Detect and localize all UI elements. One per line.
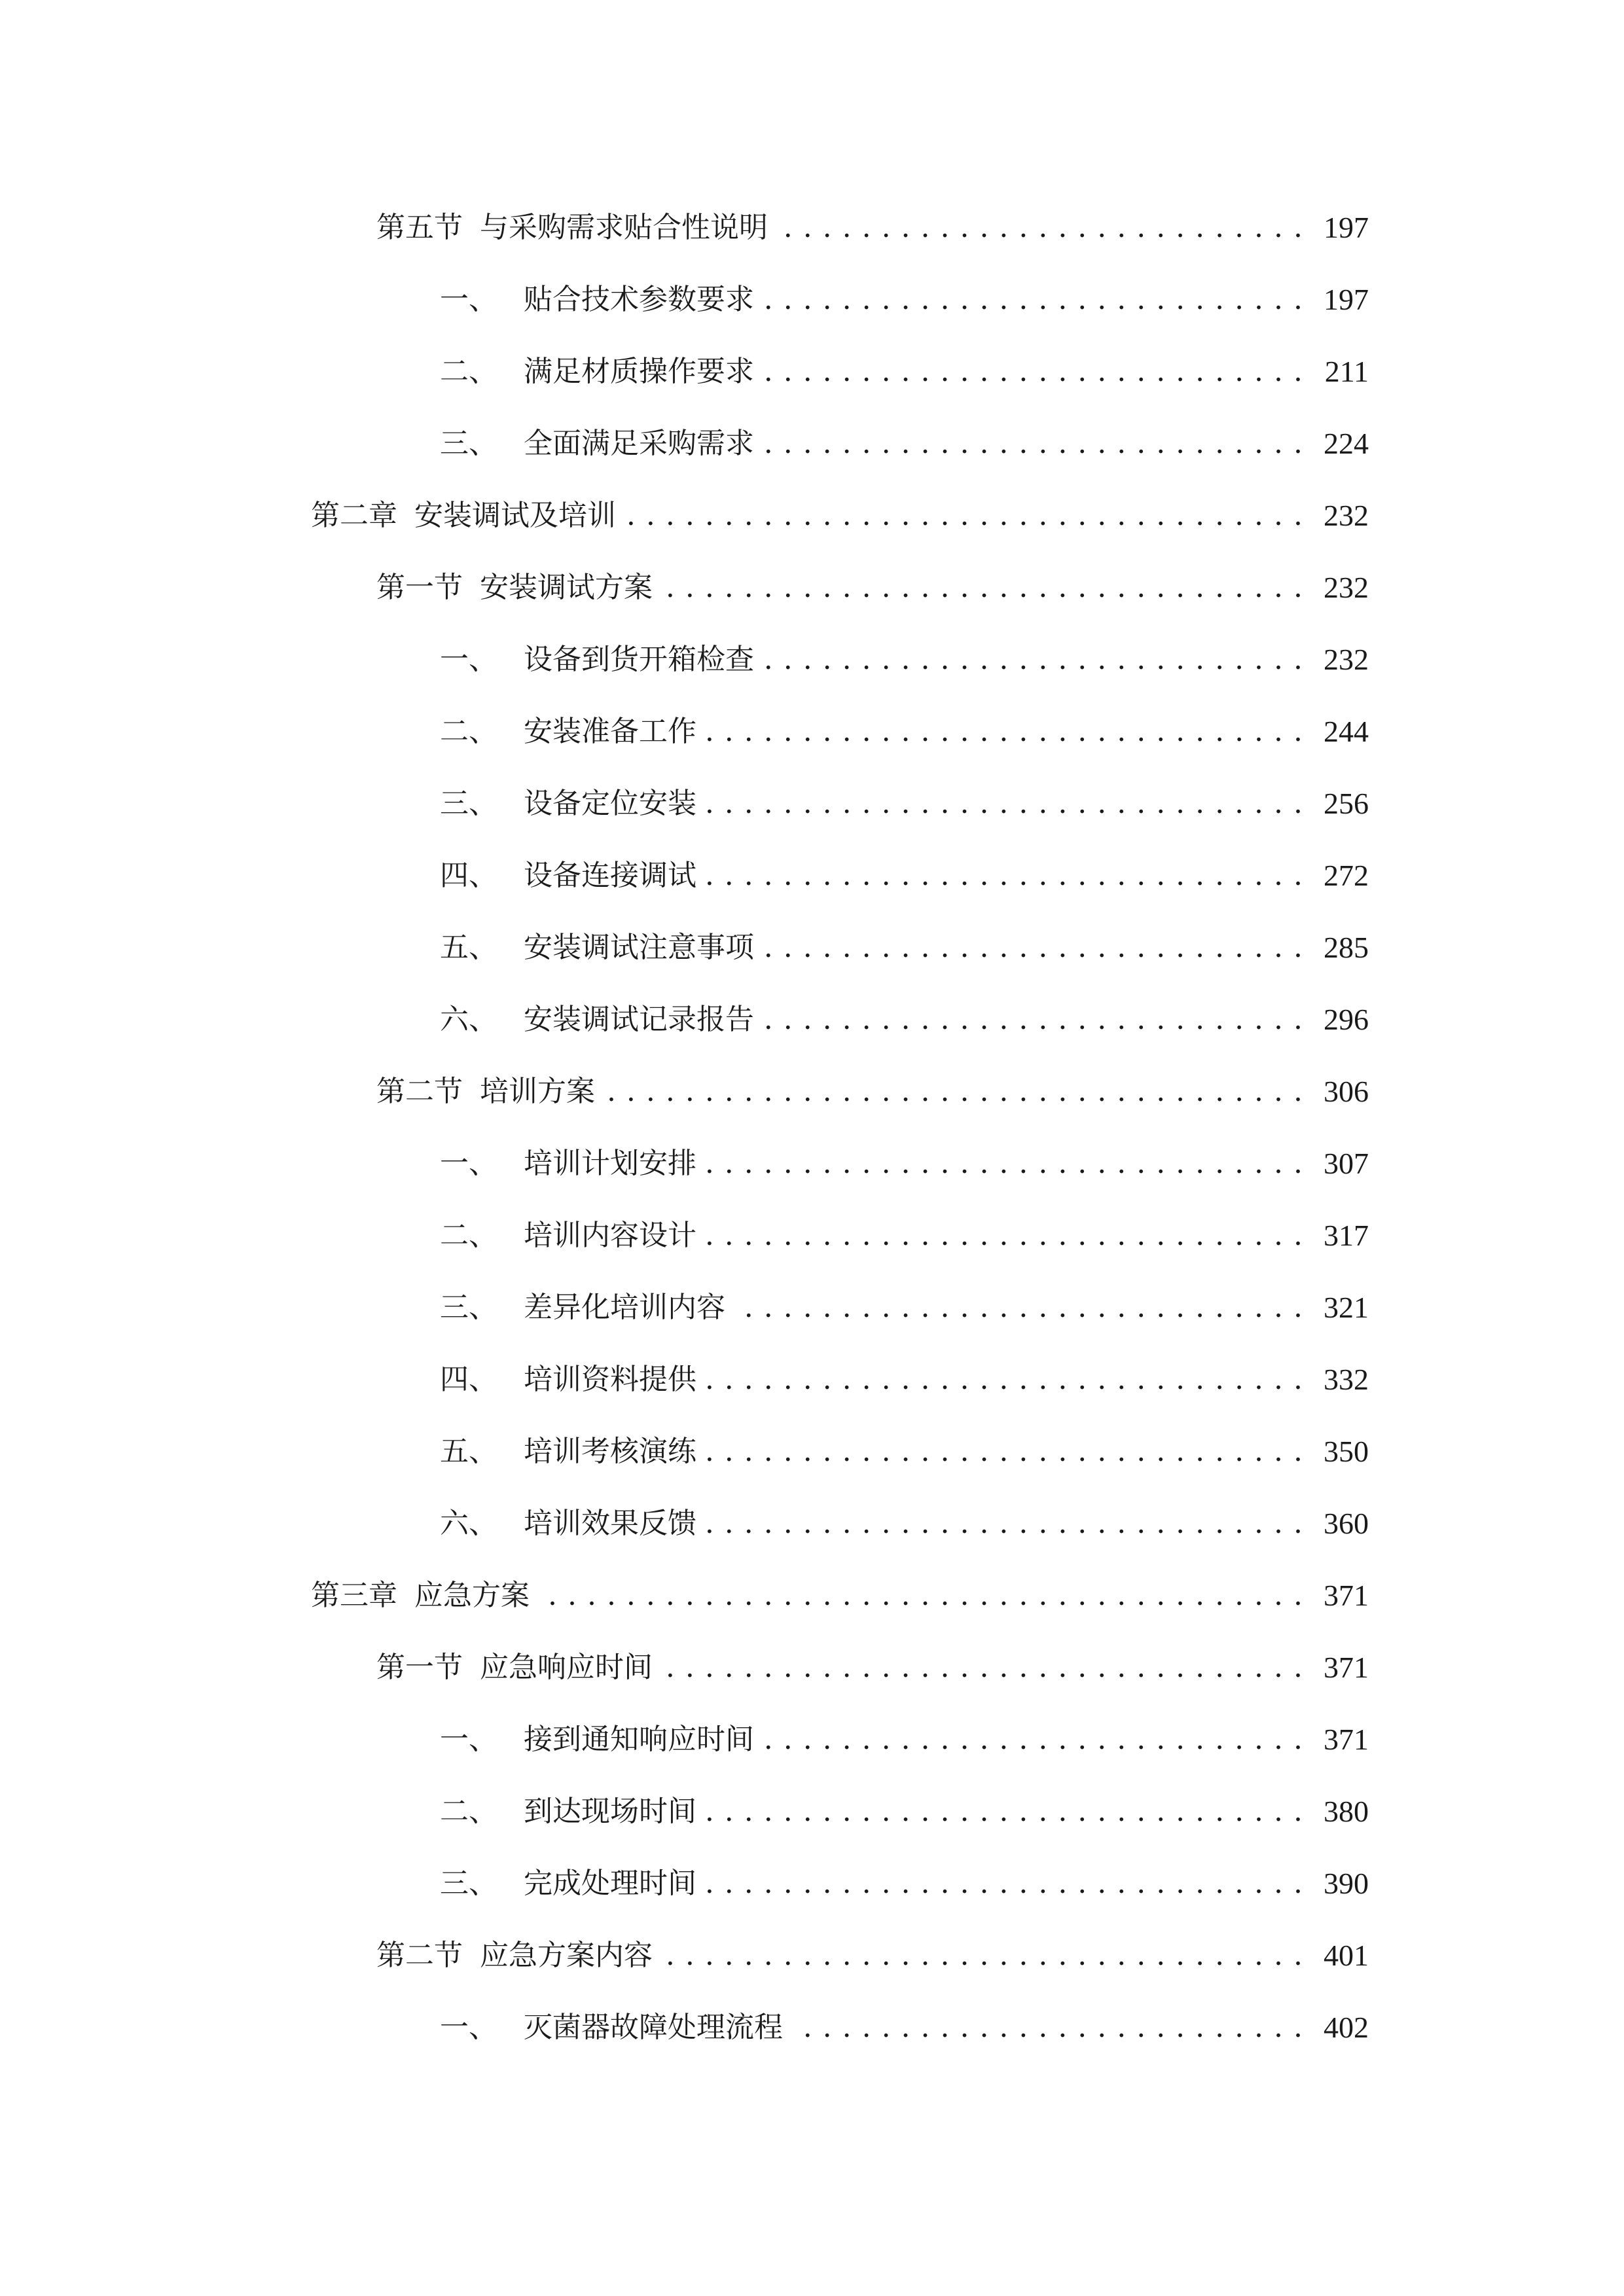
toc-page-number: 306	[1324, 1075, 1369, 1108]
toc-dot-leader	[704, 1138, 1303, 1190]
toc-dot-leader	[660, 562, 1303, 614]
toc-dot-leader	[537, 1570, 1303, 1622]
toc-entry[interactable]	[311, 490, 1369, 542]
toc-entry[interactable]	[440, 2001, 1369, 2054]
toc-entry[interactable]	[376, 562, 1369, 614]
toc-page-number: 244	[1324, 715, 1369, 748]
toc-entry[interactable]	[440, 994, 1369, 1046]
toc-page-number: 232	[1324, 571, 1369, 604]
toc-item-number: 四、	[440, 1363, 497, 1396]
toc-entry-title: 接到通知响应时间	[524, 1723, 754, 1756]
toc-entry[interactable]	[440, 922, 1369, 974]
toc-page-number: 224	[1324, 427, 1369, 460]
toc-item-number: 一、	[440, 283, 497, 316]
toc-page-number: 285	[1324, 931, 1369, 964]
toc-item-number: 二、	[440, 355, 497, 388]
toc-page-number: 401	[1324, 1939, 1369, 1972]
toc-page-number: 402	[1324, 2011, 1369, 2044]
toc-dot-leader	[704, 1210, 1303, 1262]
toc-entry-title: 安装调试方案	[480, 571, 653, 604]
toc-entry[interactable]	[440, 1354, 1369, 1406]
toc-dot-leader	[704, 1785, 1303, 1838]
toc-entry-title: 培训资料提供	[524, 1363, 696, 1396]
toc-item-number: 三、	[440, 1291, 497, 1324]
toc-dot-leader	[791, 2001, 1303, 2054]
toc-dot-leader	[704, 1498, 1303, 1550]
toc-entry-title: 安装调试及培训	[414, 499, 616, 532]
toc-entry[interactable]	[440, 1282, 1369, 1334]
toc-page-number: 371	[1324, 1579, 1369, 1612]
toc-entry-title: 贴合技术参数要求	[524, 283, 754, 316]
toc-page-number: 307	[1324, 1147, 1369, 1180]
toc-page-number: 296	[1324, 1003, 1369, 1036]
toc-entry[interactable]	[440, 1857, 1369, 1910]
toc-dot-leader	[762, 922, 1303, 974]
toc-item-number: 三、	[440, 787, 497, 820]
toc-dot-leader	[704, 1857, 1303, 1910]
toc-entry[interactable]	[440, 1138, 1369, 1190]
toc-dot-leader	[762, 1713, 1303, 1766]
toc-item-number: 五、	[440, 1435, 497, 1468]
toc-entry-title: 培训内容设计	[524, 1219, 696, 1252]
toc-page-number: 272	[1324, 859, 1369, 892]
toc-dot-leader	[704, 850, 1303, 902]
toc-item-number: 一、	[440, 2011, 497, 2044]
toc-dot-leader	[762, 634, 1303, 686]
toc-entry-title: 安装调试注意事项	[524, 931, 754, 964]
toc-page-number: 360	[1324, 1507, 1369, 1540]
toc-dot-leader	[762, 274, 1303, 326]
toc-page-number: 197	[1324, 283, 1369, 316]
toc-entry[interactable]	[440, 1210, 1369, 1262]
toc-item-number: 六、	[440, 1507, 497, 1540]
toc-dot-leader	[624, 490, 1303, 542]
toc-entry[interactable]	[440, 778, 1369, 830]
toc-entry[interactable]	[440, 634, 1369, 686]
toc-page-number: 380	[1324, 1795, 1369, 1828]
toc-entry-title: 全面满足采购需求	[524, 427, 754, 460]
toc-page-number: 390	[1324, 1867, 1369, 1900]
toc-page-number: 232	[1324, 499, 1369, 532]
toc-entry-title: 应急响应时间	[480, 1651, 653, 1684]
toc-entry-title: 设备连接调试	[524, 859, 696, 892]
toc-entry[interactable]	[376, 1641, 1369, 1694]
toc-dot-leader	[660, 1929, 1303, 1982]
toc-section-number: 第一节	[376, 1651, 463, 1684]
toc-entry[interactable]	[440, 706, 1369, 758]
toc-page-number: 211	[1324, 355, 1369, 388]
toc-page-number: 321	[1324, 1291, 1369, 1324]
toc-item-number: 二、	[440, 715, 497, 748]
toc-item-number: 二、	[440, 1795, 497, 1828]
toc-page-number: 256	[1324, 787, 1369, 820]
toc-entry[interactable]	[376, 202, 1369, 254]
toc-dot-leader	[762, 994, 1303, 1046]
toc-entry-title: 应急方案	[414, 1579, 530, 1612]
toc-item-number: 四、	[440, 859, 497, 892]
toc-item-number: 二、	[440, 1219, 497, 1252]
toc-entry-title: 差异化培训内容	[524, 1291, 725, 1324]
toc-item-number: 一、	[440, 1723, 497, 1756]
toc-entry-title: 完成处理时间	[524, 1867, 696, 1900]
toc-entry-title: 设备定位安装	[524, 787, 696, 820]
toc-entry-title: 培训考核演练	[524, 1435, 696, 1468]
toc-entry[interactable]	[440, 1713, 1369, 1766]
toc-entry-title: 安装准备工作	[524, 715, 696, 748]
toc-entry-title: 安装调试记录报告	[524, 1003, 754, 1036]
toc-entry-title: 设备到货开箱检查	[524, 643, 754, 676]
toc-entry[interactable]	[440, 1498, 1369, 1550]
toc-entry[interactable]	[376, 1066, 1369, 1118]
toc-entry[interactable]	[440, 1426, 1369, 1478]
toc-entry[interactable]	[376, 1929, 1369, 1982]
toc-section-number: 第一节	[376, 571, 463, 604]
toc-page-number: 317	[1324, 1219, 1369, 1252]
toc-entry[interactable]	[440, 1785, 1369, 1838]
toc-page-number: 371	[1324, 1723, 1369, 1756]
toc-page-number: 371	[1324, 1651, 1369, 1684]
toc-item-number: 三、	[440, 427, 497, 460]
toc-item-number: 六、	[440, 1003, 497, 1036]
toc-entry[interactable]	[440, 850, 1369, 902]
toc-dot-leader	[603, 1066, 1303, 1118]
toc-item-number: 三、	[440, 1867, 497, 1900]
toc-section-number: 第五节	[376, 211, 463, 244]
toc-item-number: 一、	[440, 643, 497, 676]
toc-entry[interactable]	[311, 1570, 1369, 1622]
toc-dot-leader	[776, 202, 1303, 254]
toc-page-number: 350	[1324, 1435, 1369, 1468]
toc-entry-title: 培训方案	[480, 1075, 595, 1108]
toc-item-number: 一、	[440, 1147, 497, 1180]
toc-section-number: 第二节	[376, 1939, 463, 1972]
toc-entry-title: 与采购需求贴合性说明	[480, 211, 768, 244]
toc-page-number: 232	[1324, 643, 1369, 676]
toc-entry[interactable]	[440, 274, 1369, 326]
toc-chapter-number: 第三章	[311, 1579, 397, 1612]
toc-dot-leader	[762, 346, 1303, 398]
toc-item-number: 五、	[440, 931, 497, 964]
toc-entry-title: 培训计划安排	[524, 1147, 696, 1180]
toc-entry-title: 灭菌器故障处理流程	[524, 2011, 783, 2044]
toc-page-number: 197	[1324, 211, 1369, 244]
toc-page-number: 332	[1324, 1363, 1369, 1396]
toc-dot-leader	[660, 1641, 1303, 1694]
toc-entry-title: 满足材质操作要求	[524, 355, 754, 388]
toc-dot-leader	[733, 1282, 1303, 1334]
toc-entry-title: 到达现场时间	[524, 1795, 696, 1828]
toc-section-number: 第二节	[376, 1075, 463, 1108]
toc-entry[interactable]	[440, 418, 1369, 470]
toc-dot-leader	[704, 1426, 1303, 1478]
toc-dot-leader	[704, 778, 1303, 830]
toc-entry[interactable]	[440, 346, 1369, 398]
toc-chapter-number: 第二章	[311, 499, 397, 532]
toc-entry-title: 培训效果反馈	[524, 1507, 696, 1540]
toc-entry-title: 应急方案内容	[480, 1939, 653, 1972]
toc-dot-leader	[704, 706, 1303, 758]
toc-dot-leader	[762, 418, 1303, 470]
toc-dot-leader	[704, 1354, 1303, 1406]
